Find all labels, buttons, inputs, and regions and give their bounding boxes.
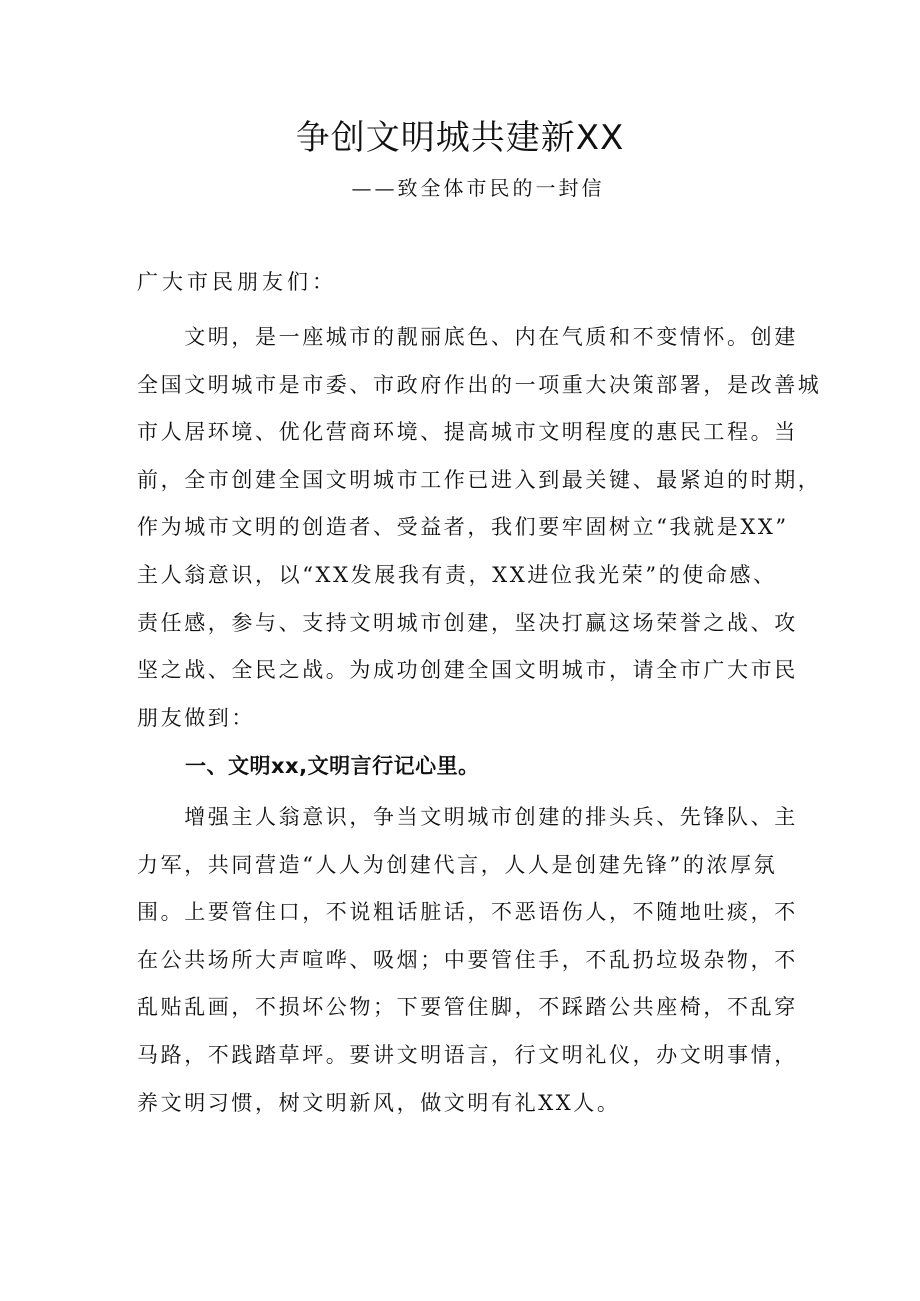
paragraph-line: 力军，共同营造“人人为创建代言，人人是创建先锋”的浓厚氛 <box>137 852 778 877</box>
paragraph-line: 朋友做到： <box>137 705 255 730</box>
document-subtitle: ——致全体市民的一封信 <box>351 176 605 200</box>
paragraph-line: 在公共场所大声喧哗、吸烟；中要管住手，不乱扔垃圾杂物，不 <box>137 947 798 972</box>
paragraph-line: 文明，是一座城市的靓丽底色、内在气质和不变情怀。创建 <box>137 325 798 349</box>
paragraph-line: 围。上要管住口，不说粗话脏话，不恶语伤人，不随地吐痰，不 <box>137 900 798 925</box>
paragraph-line: 作为城市文明的创造者、受益者，我们要牢固树立“我就是XX” <box>137 515 789 540</box>
paragraph-line: 马路，不践踏草坪。要讲文明语言，行文明礼仪，办文明事情， <box>137 1042 798 1067</box>
paragraph-2 <box>137 794 797 1127</box>
paragraph-line: 增强主人翁意识，争当文明城市创建的排头兵、先锋队、主 <box>137 805 798 829</box>
section-heading-1: 一、文明xx,文明言行记心里。 <box>185 754 480 778</box>
paragraph-line: 养文明习惯，树文明新风，做文明有礼XX人。 <box>137 1090 621 1115</box>
paragraph-line: 前，全市创建全国文明城市工作已进入到最关键、最紧迫的时期， <box>137 467 822 492</box>
paragraph-line: 全国文明城市是市委、市政府作出的一项重大决策部署，是改善城 <box>137 372 822 397</box>
paragraph-1 <box>137 314 822 742</box>
paragraph-line: 责任感，参与、支持文明城市创建，坚决打赢这场荣誉之战、攻 <box>137 610 798 635</box>
salutation: 广大市民朋友们： <box>137 270 337 294</box>
paragraph-line: 市人居环境、优化营商环境、提高城市文明程度的惠民工程。当 <box>137 420 798 445</box>
document-title: 争创文明城共建新XX <box>295 118 625 158</box>
paragraph-line: 坚之战、全民之战。为成功创建全国文明城市，请全市广大市民 <box>137 658 798 683</box>
paragraph-line: 乱贴乱画，不损坏公物；下要管住脚，不踩踏公共座椅，不乱穿 <box>137 995 798 1020</box>
paragraph-line: 主人翁意识，以“XX发展我有责，XX进位我光荣”的使命感、 <box>137 562 777 587</box>
